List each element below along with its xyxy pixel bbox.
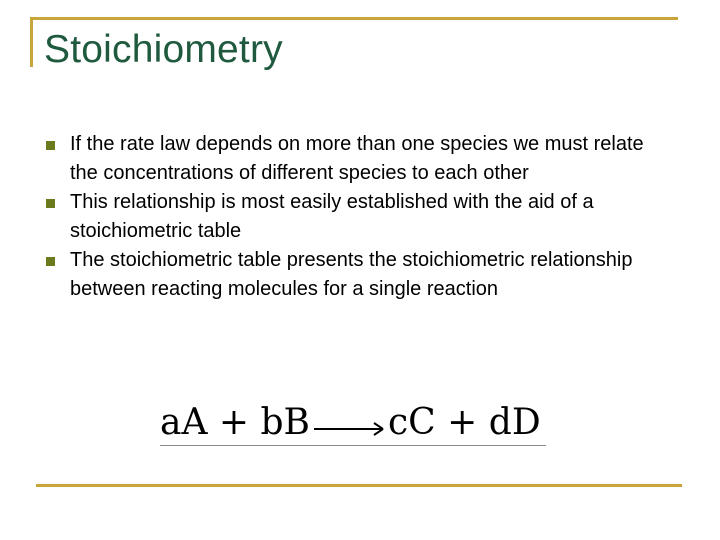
equation-products: cC + dD	[388, 402, 541, 443]
bullet-text: The stoichiometric table presents the stoichiometric relationship between reacting molecules for a single reaction	[70, 249, 633, 300]
bullet-text: If the rate law depends on more than one species we must relate the concentrations of different species to each other	[70, 133, 644, 184]
frame-bottom-rule	[36, 484, 682, 487]
reaction-arrow-icon	[312, 407, 386, 443]
bullet-text: This relationship is most easily established with the aid of a stoichiometric table	[70, 191, 594, 242]
square-bullet-icon	[46, 130, 70, 159]
frame-left-rule	[30, 17, 33, 67]
slide-title: Stoichiometry	[44, 28, 283, 71]
bullet-list	[46, 130, 666, 304]
bullet-item	[46, 188, 666, 246]
bullet-item	[46, 130, 666, 188]
frame-top-rule	[30, 17, 678, 20]
bullet-item	[46, 246, 666, 304]
equation-reactants: aA + bB	[160, 402, 311, 443]
square-bullet-icon	[46, 188, 70, 217]
square-bullet-icon	[46, 246, 70, 275]
reaction-equation	[160, 395, 546, 446]
